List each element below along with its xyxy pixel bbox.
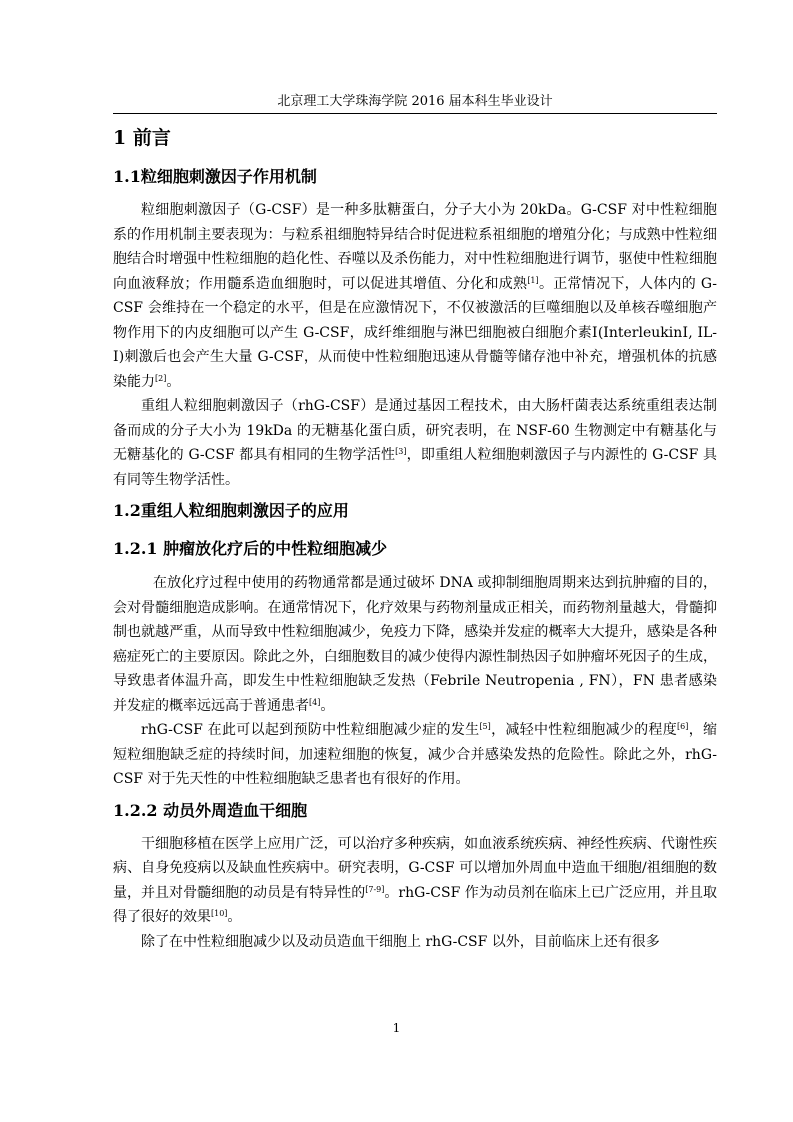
paragraph: 干细胞移植在医学上应用广泛，可以治疗多种疾病，如血液系统疾病、神经性疾病、代谢性疾病、自身免疫病以及缺血性疾病中。研究表明，G-CSF 可以增加外周血中造血干细胞/祖细胞的数量，并且对骨髓细胞的动员是有特异性的[7-9]。rhG-CSF 作为动员剂在临床上已广泛应用，并且取得了很好的效果[10]。 bbox=[113, 835, 717, 925]
section-heading-1-2-2: 1.2.2 动员外周造血干细胞 bbox=[113, 800, 308, 820]
paragraph: rhG-CSF 在此可以起到预防中性粒细胞减少症的发生[5]，减轻中性粒细胞减少的程度[6]，缩短粒细胞缺乏症的持续时间，加速粒细胞的恢复，减少合并感染发热的危险性。除此之外，rhG-CSF 对于先天性的中性粒细胞缺乏患者也有很好的作用。 bbox=[113, 722, 717, 787]
citation: [3] bbox=[395, 447, 407, 456]
paragraph: 粒细胞刺激因子（G-CSF）是一种多肽糖蛋白，分子大小为 20kDa。G-CSF 对中性粒细胞系的作用机制主要表现为：与粒系祖细胞特异结合时促进粒系祖细胞的增殖分化；与成熟中性粒细胞结合时增强中性粒细胞的趋化性、吞噬以及杀伤能力，对中性粒细胞进行调节，驱使中性粒细胞向血液释放；作用髓系造血细胞时，可以促进其增值、分化和成熟[1]。正常情况下，人体内的 G-CSF 会维持在一个稳定的水平，但是在应激情况下，不仅被激活的巨噬细胞以及单核吞噬细胞产物作用下的内皮细胞可以产生 G-CSF，成纤维细胞与淋巴细胞被白细胞介素Ⅰ(InterleukinⅠ, IL-Ⅰ)刺激后也会产生大量 G-CSF，从而使中性粒细胞迅速从骨髓等储存池中补充，增强机体的抗感染能力[2]。 bbox=[113, 202, 718, 390]
section-heading-1-1: 1.1粒细胞刺激因子作用机制 bbox=[113, 167, 317, 186]
section-heading-1-2: 1.2重组人粒细胞刺激因子的应用 bbox=[113, 501, 349, 520]
running-header bbox=[113, 93, 717, 114]
citation: [6] bbox=[677, 722, 689, 731]
citation: [10] bbox=[211, 909, 228, 918]
section-heading-1-2-1: 1.2.1 肿瘤放化疗后的中性粒细胞减少 bbox=[113, 539, 388, 558]
citation: [5] bbox=[479, 722, 491, 731]
citation: [2] bbox=[155, 373, 167, 383]
paragraph: 除了在中性粒细胞减少以及动员造血干细胞上 rhG-CSF 以外，目前临床上还有很多 bbox=[141, 933, 660, 950]
page-number: 1 bbox=[392, 1021, 401, 1035]
page-body bbox=[113, 124, 717, 954]
running-title: 北京理工大学珠海学院 2016 届本科生毕业设计 bbox=[277, 94, 553, 109]
paragraph: 重组人粒细胞刺激因子（rhG-CSF）是通过基因工程技术，由大肠杆菌表达系统重组表达制备而成的分子大小为 19kDa 的无糖基化蛋白质，研究表明，在 NSF-60 生物测定中有糖基化与无糖基化的 G-CSF 都具有相同的生物学活性[3]，即重组人粒细胞刺激因子与内源性的 G-CSF 具有同等生物学活性。 bbox=[113, 398, 717, 488]
page-footer bbox=[0, 1020, 793, 1036]
citation: [1] bbox=[527, 275, 539, 285]
chapter-heading: 1 前言 bbox=[113, 127, 171, 149]
citation: [7-9] bbox=[365, 884, 385, 894]
paragraph: 在放化疗过程中使用的药物通常都是通过破坏 DNA 或抑制细胞周期来达到抗肿瘤的目的，会对骨髓细胞造成影响。在通常情况下，化疗效果与药物剂量成正相关，而药物剂量越大，骨髓抑制也就越严重，从而导致中性粒细胞减少，免疫力下降，感染并发症的概率大大提升，感染是各种癌症死亡的主要原因。除此之外，白细胞数目的减少使得内源性制热因子如肿瘤坏死因子的生成，导致患者体温升高，即发生中性粒细胞缺乏发热（Febrile Neutropenia , FN），FN 患者感染并发症的概率远远高于普通患者[4]。 bbox=[113, 575, 717, 714]
citation: [4] bbox=[309, 697, 321, 707]
